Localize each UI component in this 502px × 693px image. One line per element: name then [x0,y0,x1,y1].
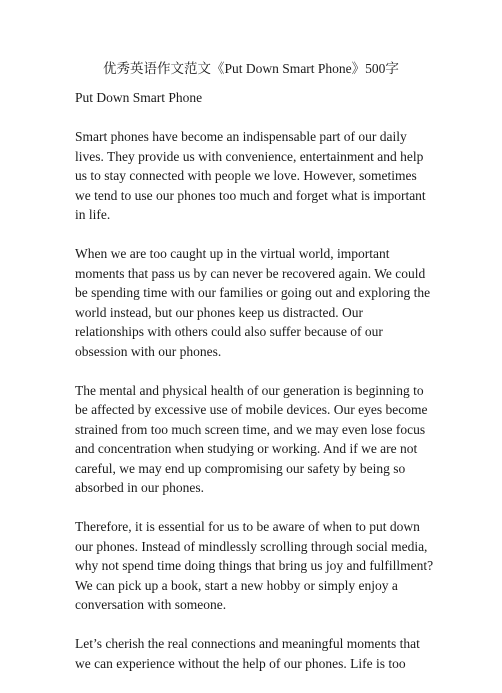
paragraph: The mental and physical health of our generation is beginning to be affected by excessive use of mobile devices. Our eyes become strained from too much screen time, and we may even lose focus and concentration when studying or working. And if we are not careful, we may end up compromising our safety by being so absorbed in our phones. [75,382,428,495]
essay-heading: Put Down Smart Phone [75,90,203,105]
paragraph: Smart phones have become an indispensable part of our daily lives. They provide us with convenience, entertainment and help us to stay connected with people we love. However, sometimes we tend to use our phones too much and forget what is important in life. [75,129,426,222]
paragraph: Let’s cherish the real connections and meaningful moments that we can experience without the help of our phones. Life is too [75,636,420,671]
paragraph: When we are too caught up in the virtual world, important moments that pass us by can never be recovered again. We could be spending time with our families or going out and exploring the world instead, but our phones keep us distracted. Our relationships with others could also suffer because of our obsession with our phones. [75,246,431,359]
paragraph: Therefore, it is essential for us to be aware of when to put down our phones. Instead of mindlessly scrolling through social media, why not spend time doing things that bring us joy and fulfillment? We can pick up a book, start a new hobby or simply enjoy a conversation with someone. [75,519,434,612]
document-body [75,88,435,693]
document-title: 优秀英语作文范文《Put Down Smart Phone》500字 [103,61,399,76]
